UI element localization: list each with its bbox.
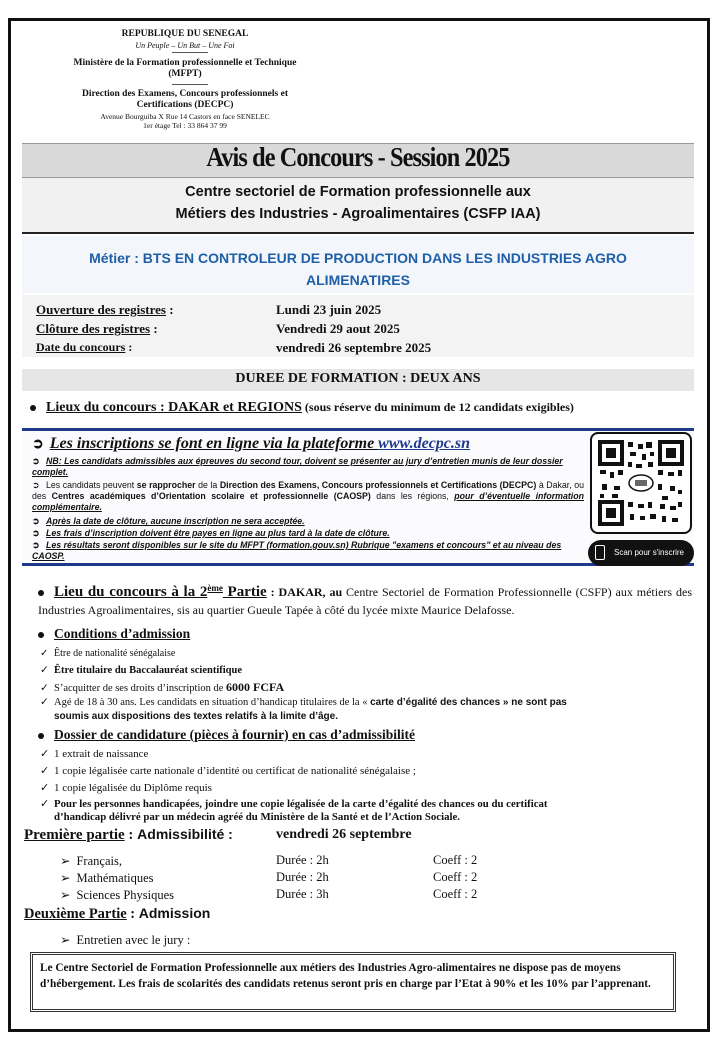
bullet-icon (38, 590, 44, 596)
direction-name: Direction des Examens, Concours professionnels et Certifications (DECPC) (81, 89, 288, 110)
ministry-name: Ministère de la Formation professionnelle et Technique (MFPT) (73, 58, 297, 79)
lieu-deuxieme-partie: Lieu du concours à la 2ème Partie : DAKAR, au Centre Sectoriel de Formation Professionnelle (CSFP) aux métiers des Industries Agroalimentaires, sis au quartier Gueule Tapée à côté du lycée mixte Maurice Delafosse. (38, 583, 693, 618)
check-icon: ✓ (40, 782, 50, 794)
lieux-concours: Lieux du concours : DAKAR et REGIONS (sous réserve du minimum de 12 candidats exigibles) (30, 400, 574, 416)
inscriptions-contact: ➲ Les candidats peuvent se rapprocher de la Direction des Examens, Concours professionnels et Certifications (DECPC) à Dakar, ou des Centres académiques d’Orientation scolaire et professionnelle (CAOSP) dans les régions, pour d’éventuelle information complémentaire. (32, 480, 585, 512)
condition-nationalite: ✓ Être de nationalité sénégalaise (40, 648, 176, 659)
arrow-right-icon: ➲ (32, 437, 44, 452)
registre-date-label: Date du concours : (36, 340, 133, 354)
condition-baccalaureat: ✓ Être titulaire du Baccalauréat scientifique (40, 665, 243, 676)
entretien-jury: ➢ Entretien avec le jury : (60, 933, 191, 947)
check-icon: ✓ (40, 697, 49, 708)
qr-code[interactable] (590, 432, 692, 534)
subject-coeff: Coeff : 2 (433, 887, 478, 901)
qr-code-icon (592, 434, 690, 532)
arrow-right-icon: ➲ (32, 456, 40, 466)
condition-droits: ✓ S’acquitter de ses droits d’inscription de 6000 FCFA (40, 680, 285, 694)
inscriptions-cloture: ➲ Après la date de clôture, aucune inscription ne sera acceptée. (32, 516, 305, 526)
dossier-diplome: ✓ 1 copie légalisée du Diplôme requis (40, 782, 212, 794)
duree-formation: DUREE DE FORMATION : DEUX ANS (235, 371, 481, 386)
registre-date-value: vendredi 26 septembre 2025 (276, 340, 432, 355)
premiere-partie-heading: Première partie : Admissibilité : (24, 826, 233, 843)
check-icon: ✓ (40, 798, 50, 810)
subject-duree: Durée : 3h (276, 887, 329, 901)
arrow-bullet-icon: ➢ (60, 933, 71, 947)
inscriptions-heading: ➲ Les inscriptions se font en ligne via la plateforme www.decpc.sn (32, 435, 471, 452)
arrow-bullet-icon: ➢ (60, 854, 71, 868)
registre-cloture-value: Vendredi 29 aout 2025 (276, 321, 400, 336)
inscriptions-resultats: ➲ Les résultats seront disponibles sur le site du MFPT (formation.gouv.sn) Rubrique "examens et concours" et au niveau des CAOSP. (32, 540, 562, 561)
subject-mathematiques: ➢ Mathématiques (60, 871, 154, 885)
inscriptions-nb: ➲ NB: Les candidats admissibles aux épreuves du second tour, doivent se présenter au jury d’entretien munis de leur dossier complet. (32, 456, 563, 477)
check-icon: ✓ (40, 665, 49, 676)
bullet-icon (30, 405, 36, 411)
subject-francais: ➢ Français, (60, 854, 122, 868)
dossier-handicap-suite: d’handicap délivré par un médecin agréé du Ministère de la Santé et de l’Action Sociale. (54, 811, 460, 823)
condition-age-suite: soumis aux dispositions des textes relatifs à la limite d’âge. (54, 711, 338, 722)
dossier-handicap: ✓ Pour les personnes handicapées, joindre une copie légalisée de la carte d’égalité des chances ou du certificat (40, 798, 548, 810)
check-icon: ✓ (40, 683, 49, 694)
registre-cloture-label: Clôture des registres : (36, 321, 158, 336)
header-divider (172, 84, 208, 85)
dossier-heading: Dossier de candidature (pièces à fournir) en cas d’admissibilité (38, 727, 415, 743)
registre-ouverture-value: Lundi 23 juin 2025 (276, 302, 382, 317)
subject-coeff: Coeff : 2 (433, 853, 478, 867)
arrow-bullet-icon: ➢ (60, 871, 71, 885)
phone-icon (595, 545, 605, 560)
scan-label: Scan pour s'inscrire (614, 548, 684, 557)
subject-duree: Durée : 2h (276, 870, 329, 884)
arrow-right-icon: ➲ (32, 528, 40, 538)
republic-motto: Un Peuple – Un But – Une Foi (135, 41, 235, 50)
check-icon: ✓ (40, 765, 50, 777)
direction-address: Avenue Bourguiba X Rue 14 Castors en face SENELEC (100, 112, 270, 121)
conditions-heading: Conditions d’admission (38, 626, 190, 642)
footer-note: Le Centre Sectoriel de Formation Professionnelle aux métiers des Industries Agro-alimentaires ne dispose pas de moyens d’hébergement. Les frais de scolarités des candidats retenus seront pris en charge par l’Etat à 90% et les 10% par l’apprenant. (40, 962, 651, 991)
check-icon: ✓ (40, 748, 50, 760)
subject-sciences-physiques: ➢ Sciences Physiques (60, 888, 175, 902)
bullet-icon (38, 632, 44, 638)
premiere-partie-date: vendredi 26 septembre (276, 827, 412, 842)
arrow-right-icon: ➲ (32, 516, 40, 526)
metier-line-2: ALIMENATIRES (306, 272, 410, 288)
center-line-2: Métiers des Industries - Agroalimentaires (CSFP IAA) (175, 206, 541, 222)
arrow-bullet-icon: ➢ (60, 888, 71, 902)
subject-duree: Durée : 2h (276, 853, 329, 867)
footer-note-box (30, 952, 676, 1012)
inscriptions-frais: ➲ Les frais d’inscription doivent être payes en ligne au plus tard à la date de clôture. (32, 528, 390, 538)
scan-button[interactable] (588, 540, 694, 566)
dossier-naissance: ✓ 1 extrait de naissance (40, 748, 149, 760)
header-divider (172, 52, 208, 53)
condition-age: ✓ Agé de 18 à 30 ans. Les candidats en situation d’handicap titulaires de la « carte d’égalité des chances » ne sont pas (40, 697, 567, 708)
page-title: Avis de Concours - Session 2025 (206, 142, 510, 172)
check-icon: ✓ (40, 648, 49, 659)
subject-coeff: Coeff : 2 (433, 870, 478, 884)
center-line-1: Centre sectoriel de Formation professionnelle aux (185, 184, 531, 200)
dossier-cni: ✓ 1 copie légalisée carte nationale d’identité ou certificat de nationalité sénégalaise ; (40, 765, 416, 777)
bullet-icon (38, 733, 44, 739)
registre-ouverture-label: Ouverture des registres : (36, 302, 174, 317)
deuxieme-partie-heading: Deuxième Partie : Admission (24, 905, 211, 922)
direction-phone: 1er étage Tel : 33 864 37 99 (143, 121, 227, 130)
republic-title: REPUBLIQUE DU SENEGAL (121, 29, 249, 39)
arrow-right-icon: ➲ (32, 540, 40, 550)
decpc-link[interactable]: www.decpc.sn (378, 435, 471, 452)
metier-line-1: Métier : BTS EN CONTROLEUR DE PRODUCTION DANS LES INDUSTRIES AGRO (89, 250, 627, 266)
arrow-right-icon: ➲ (32, 480, 40, 490)
